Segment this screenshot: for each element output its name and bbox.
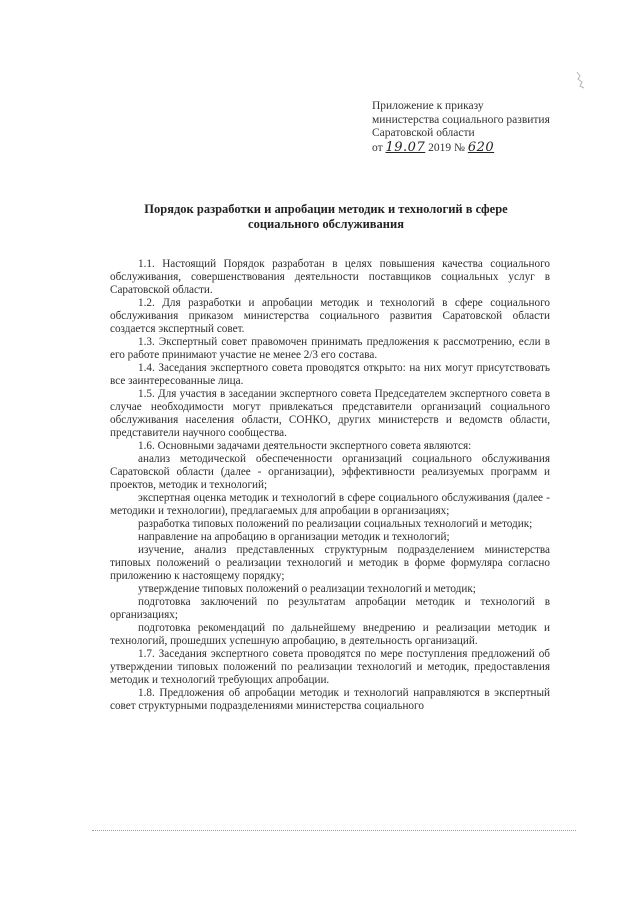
paragraph: подготовка заключений по результатам апробации методик и технологий в организациях; (110, 596, 550, 621)
paragraph: 1.7. Заседания экспертного совета проводятся по мере поступления предложений об утверждении типовых положений по реализации технологий и методик, предоставления методик и технологий требующих апробации. (110, 648, 550, 686)
paragraph: направление на апробацию в организации методик и технологий; (138, 531, 450, 543)
appendix-date-line (372, 141, 592, 156)
handwritten-mark-icon (574, 70, 588, 90)
document-body (110, 258, 550, 713)
appendix-line-2: министерства социального развития (372, 113, 550, 126)
title-line-1: Порядок разработки и апробации методик и технологий в сфере (144, 202, 508, 216)
paragraph: разработка типовых положений по реализации социальных технологий и методик; (138, 518, 533, 530)
handwritten-date: 19.07 (385, 139, 426, 155)
number-sign: № (453, 141, 465, 154)
appendix-line-1: Приложение к приказу (372, 100, 484, 112)
paragraph: изучение, анализ представленных структурным подразделением министерства типовых положений о реализации технологий и методик в форме формуляра согласно приложению к настоящему порядку; (110, 544, 550, 582)
paragraph: 1.1. Настоящий Порядок разработан в целях повышения качества социального обслуживания, совершенствования деятельности поставщиков социальных услуг в Саратовской области. (110, 258, 550, 296)
paragraph: 1.5. Для участия в заседании экспертного совета Председателем экспертного совета в случае необходимости могут привлекаться представители организаций социального обслуживания населения области, СОНКО, других министерств и ведомств области, представители научного сообщества. (110, 388, 550, 439)
document-title (130, 202, 522, 232)
paragraph: 1.6. Основными задачами деятельности экспертного совета являются: (138, 440, 472, 452)
scan-edge-line (92, 830, 576, 831)
paragraph: подготовка рекомендаций по дальнейшему внедрению и реализации методик и технологий, прошедших успешную апробацию, в деятельность организаций. (110, 622, 550, 647)
paragraph: 1.4. Заседания экспертного совета проводятся открыто: на них могут присутствовать все заинтересованные лица. (110, 362, 550, 387)
paragraph: 1.3. Экспертный совет правомочен принимать предложения к рассмотрению, если в его работе принимают участие не менее 2/3 его состава. (110, 336, 550, 361)
paragraph: 1.2. Для разработки и апробации методик и технологий в сфере социального обслуживания приказом министерства социального развития Саратовской области создается экспертный совет. (110, 297, 550, 335)
paragraph: анализ методической обеспеченности организаций социального обслуживания Саратовской области (далее - организации), эффективности реализуемых программ и проектов, методик и технологий; (110, 453, 550, 491)
date-prefix: от (372, 141, 383, 154)
title-line-2: социального обслуживания (248, 217, 404, 231)
year: 2019 (428, 141, 452, 154)
paragraph: 1.8. Предложения об апробации методик и технологий направляются в экспертный совет структурными подразделениями министерства социального (110, 687, 550, 712)
appendix-line-3: Саратовской области (372, 127, 475, 139)
handwritten-number: 620 (467, 139, 495, 155)
paragraph: утверждение типовых положений о реализации технологий и методик; (138, 583, 476, 595)
paragraph: экспертная оценка методик и технологий в сфере социального обслуживания (далее - методики и технологии), предлагаемых для апробации в организациях; (110, 492, 550, 517)
appendix-header (372, 100, 592, 155)
